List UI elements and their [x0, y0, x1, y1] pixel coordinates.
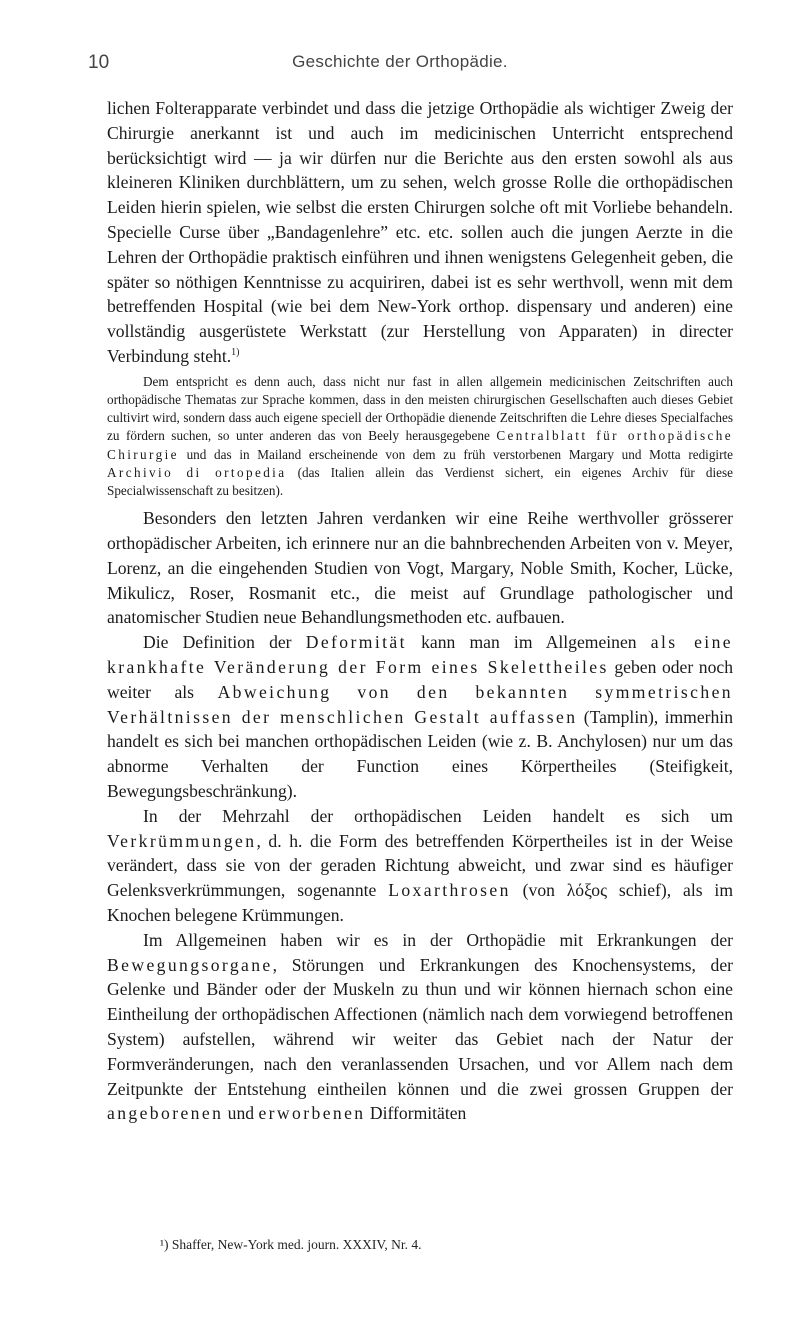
text-run: Im Allgemeinen haben wir es in der Orthopädie mit Erkrankungen der	[143, 929, 733, 950]
text-run: und das in Mailand erscheinende von dem zu früh verstorbenen Margary und Motta redigirte	[178, 446, 733, 462]
emphasized-text: Archivio di ortopedia	[107, 464, 287, 480]
footnote-marker: 1)	[231, 347, 240, 359]
text-run: , Störungen und Erkrankungen des Knochensystems, der Gelenke und Bänder oder der Muskeln zu thun und wir können hiernach schon eine Eintheilung der orthopädischen Affectionen (nämlich nach dem vorwiegend betroffenen System) aufstellen, während wir weiter das Gebiet nach der Natur der Formveränderungen, nach den veranlassenden Ursachen, und vor Allem nach dem Zeitpunkte der Entstehung eintheilen können und die zwei grossen Gruppen der	[107, 954, 733, 1099]
emphasized-text: Centralblatt für orthopädische Chirurgie	[107, 428, 733, 462]
emphasized-text: angeborenen	[107, 1103, 224, 1124]
text-run: Besonders den letzten Jahren verdanken wir eine Reihe werthvoller grösserer orthopädischer Arbeiten, ich erinnere nur an die bahnbrechenden Arbeiten von v. Meyer, Lorenz, an die eingehenden Studien von Vogt, Margary, Noble Smith, Kocher, Lücke, Mikulicz, Roser, Rosmanit etc., die meist auf Grundlage pathologischer und anatomischer Studien neue Behandlungsmethoden etc. aufbauen.	[107, 508, 733, 628]
text-run: geben oder noch weiter als	[107, 656, 733, 702]
emphasized-text: Abweichung von den bekannten symmetrischen Verhältnissen der menschlichen Gestalt auffassen	[107, 681, 733, 727]
running-head: Geschichte der Orthopädie.	[292, 52, 508, 71]
paragraph-intro	[107, 96, 733, 369]
text-run: (von λόξος schief), als im Knochen belegene Krümmungen.	[107, 880, 734, 925]
text-run: In der Mehrzahl der orthopädischen Leiden handelt es sich um	[143, 805, 733, 826]
page-header	[0, 52, 800, 78]
emphasized-text: Deformität	[305, 632, 407, 653]
emphasized-text: erworbenen	[258, 1103, 366, 1124]
text-run: lichen Folterapparate verbindet und dass die jetzige Orthopädie als wichtiger Zweig der Chirurgie anerkannt ist und auch im medicinischen Unterricht entsprechend berücksichtigt wird — ja wir dürfen nur die Berichte aus den ersten sowohl als aus kleineren Kliniken durchblättern, um zu sehen, welch grosse Rolle die orthopädischen Leiden hierin spielen, wie selbst die ersten Chirurgen solche oft mit Vorliebe behandeln. Specielle Curse über „Bandagenlehre” etc. etc. sollen auch die jungen Aerzte in die Lehren der Orthopädie praktisch einführen und ihnen wenigstens Gelegenheit geben, die später so nöthigen Kenntnisse zu acquiriren, dabei ist es sehr werthvoll, wenn mit dem betreffenden Hospital (wie bei dem New-York orthop. dispensary und anderen) eine vollständig ausgerüstete Werkstatt (zur Herstellung von Apparaten) in directer Verbindung steht.	[107, 98, 733, 366]
emphasized-text: als eine krankhafte Veränderung der Form eines Skelettheiles	[107, 632, 733, 677]
paragraph-classification	[107, 928, 733, 1126]
footnote: ¹) Shaffer, New-York med. journ. XXXIV, Nr. 4.	[160, 1237, 422, 1252]
text-run: Dem entspricht es denn auch, dass nicht nur fast in allen allgemein medicinischen Zeitschriften auch orthopädische Thematas zur Sprache kommen, dass in den meisten chirurgischen Gesellschaften auch dieses Gebiet cultivirt wird, sondern dass auch eigene speciell der Orthopädie dienende Zeitschriften die Lehre dieses Specialfaches zu fördern suchen, so unter anderen das von Beely herausgegebene	[107, 373, 733, 444]
journals-note	[107, 373, 733, 500]
paragraph-curvatures	[107, 804, 733, 928]
page-body	[107, 96, 733, 1126]
page-number: 10	[88, 52, 110, 73]
text-run: (das Italien allein das Verdienst sichert, ein eigenes Archiv für diese Specialwissenschaft zu besitzen).	[107, 464, 734, 498]
text-run: (Tamplin), immerhin handelt es sich bei manchen orthopädischen Leiden (wie z. B. Anchylosen) nur um das abnorme Verhalten der Function eines Körpertheiles (Steifigkeit, Bewegungsbeschränkung).	[107, 706, 733, 801]
emphasized-text: Verkrümmungen	[107, 830, 257, 851]
text-run: Difformitäten	[365, 1103, 467, 1124]
text-run: Die Definition der	[143, 632, 306, 653]
emphasized-text: Loxarthrosen	[388, 880, 511, 901]
text-run: , d. h. die Form des betreffenden Körpertheiles ist in der Weise verändert, dass sie von der geraden Richtung abweicht, und zwar sind es häufiger Gelenksverkrümmungen, sogenannte	[107, 830, 733, 901]
text-run: und	[223, 1103, 259, 1124]
paragraph-definition	[107, 630, 733, 804]
paragraph-recent-works	[107, 506, 733, 630]
emphasized-text: Bewegungsorgane	[107, 954, 273, 975]
text-run: kann man im Allgemeinen	[406, 632, 651, 653]
